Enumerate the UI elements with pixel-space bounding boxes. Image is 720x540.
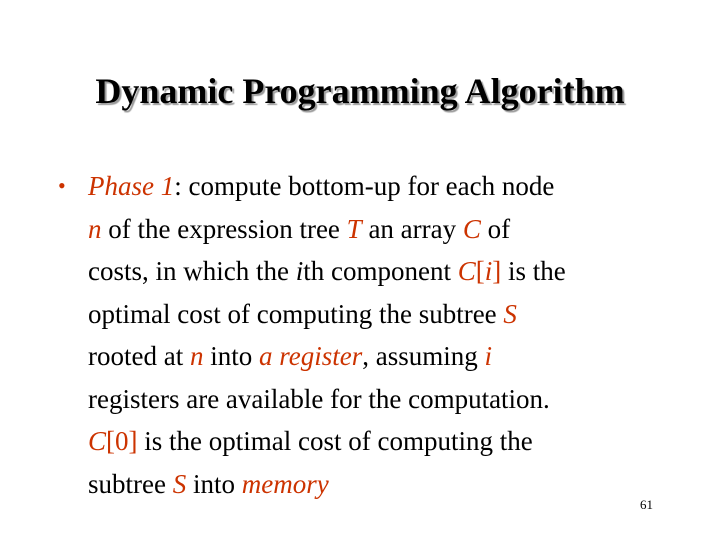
text-segment: is the xyxy=(501,256,566,286)
bullet-line xyxy=(58,293,678,336)
text-segment: C xyxy=(457,256,476,286)
text-segment: , assuming xyxy=(362,341,485,371)
text-segment: n xyxy=(189,341,204,371)
text-segment: into xyxy=(203,341,259,371)
text-segment: memory xyxy=(241,468,329,499)
text-segment: a register xyxy=(258,341,363,371)
text-segment: C xyxy=(88,426,107,456)
text-segment: Phase 1 xyxy=(88,171,175,201)
text-segment: : compute bottom-up for each node xyxy=(174,171,555,201)
text-segment: [0] xyxy=(106,426,138,456)
text-segment: i xyxy=(295,256,304,286)
bullet-icon: • xyxy=(58,173,66,198)
text-segment: subtree xyxy=(88,468,173,499)
text-segment: i xyxy=(484,256,493,286)
bullet-line xyxy=(58,378,678,421)
bullet-line xyxy=(58,250,678,293)
bullet-line xyxy=(58,208,678,251)
text-segment: i xyxy=(484,341,493,371)
text-segment: optimal cost of computing the subtree xyxy=(88,298,504,329)
text-segment: C xyxy=(462,213,481,244)
slide-number: 61 xyxy=(640,497,653,512)
text-segment: [ xyxy=(475,256,485,286)
text-segment: registers are available for the computation. xyxy=(88,383,550,414)
text-segment: T xyxy=(346,213,362,244)
text-segment: costs, in which the xyxy=(88,256,296,286)
text-segment: into xyxy=(186,468,242,499)
text-segment: th component xyxy=(303,256,458,286)
text-segment: rooted at xyxy=(88,341,190,371)
text-segment: an array xyxy=(361,213,463,244)
text-segment: ] xyxy=(492,256,502,286)
bullet-line xyxy=(58,463,678,506)
text-segment: S xyxy=(503,298,517,329)
text-segment: of the expression tree xyxy=(101,213,347,244)
bullet-line xyxy=(58,335,678,378)
text-segment: is the optimal cost of computing the xyxy=(137,426,533,456)
bullet-text xyxy=(58,165,678,505)
bullet-line xyxy=(58,165,678,208)
bullet-line xyxy=(58,420,678,463)
text-segment: n xyxy=(88,213,102,244)
text-segment: S xyxy=(172,468,187,499)
text-segment: of xyxy=(480,213,511,244)
slide-title: Dynamic Programming Algorithm xyxy=(95,71,625,111)
